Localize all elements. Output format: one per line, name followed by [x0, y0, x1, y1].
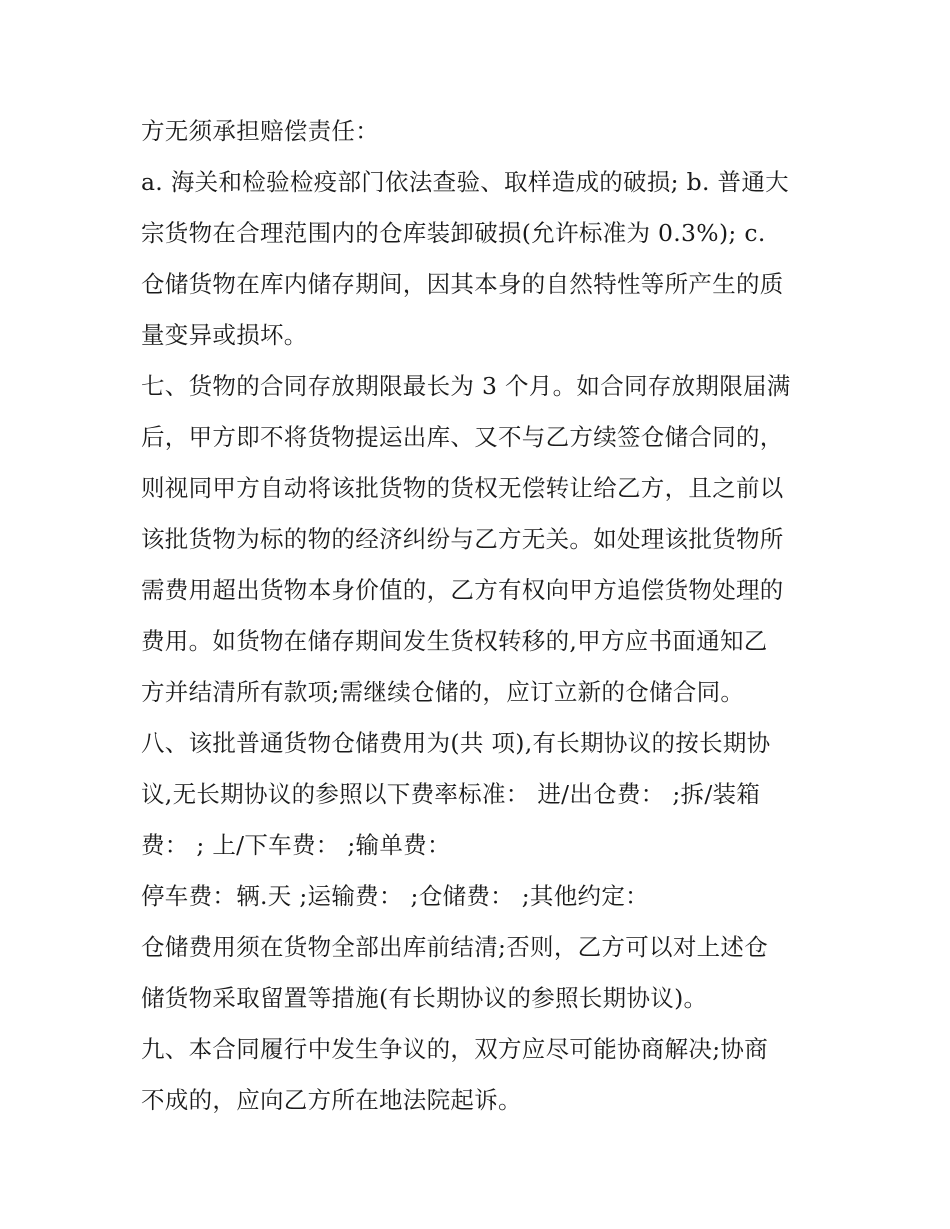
text-line: 仓储货物在库内储存期间，因其本身的自然特性等所产生的质	[141, 270, 784, 298]
text-line: 不成的，应向乙方所在地法院起诉。	[141, 1086, 522, 1114]
text-line: 议,无长期协议的参照以下费率标准： 进/出仓费： ;拆/装箱	[141, 780, 761, 808]
text-line: 停车费：辆.天 ;运输费： ;仓储费： ;其他约定：	[141, 882, 649, 910]
text-line: 该批货物为标的物的经济纠纷与乙方无关。如处理该批货物所	[141, 525, 784, 553]
text-line: 方并结清所有款项;需继续仓储的，应订立新的仓储合同。	[141, 678, 745, 706]
text-line: 储货物采取留置等措施(有长期协议的参照长期协议)。	[141, 984, 708, 1012]
text-line: 八、该批普通货物仓储费用为(共 项),有长期协议的按长期协	[141, 729, 771, 757]
text-line: 九、本合同履行中发生争议的，双方应尽可能协商解决;协商	[141, 1035, 769, 1063]
text-line: 则视同甲方自动将该批货物的货权无偿转让给乙方，且之前以	[141, 474, 784, 502]
text-line: 需费用超出货物本身价值的，乙方有权向甲方追偿货物处理的	[141, 576, 784, 604]
contract-text	[141, 106, 821, 1126]
text-line: 量变异或损坏。	[141, 321, 308, 349]
text-line: 七、货物的合同存放期限最长为 3 个月。如合同存放期限届满	[141, 372, 791, 400]
text-line: a. 海关和检验检疫部门依法查验、取样造成的破损; b. 普通大	[141, 168, 789, 196]
text-line: 仓储费用须在货物全部出库前结清;否则，乙方可以对上述仓	[141, 933, 769, 961]
text-line: 宗货物在合理范围内的仓库装卸破损(允许标准为 0.3%); c.	[141, 219, 766, 247]
text-line: 费用。如货物在储存期间发生货权转移的,甲方应书面通知乙	[141, 627, 768, 655]
text-line: 费： ; 上/下车费： ;输单费：	[141, 831, 451, 859]
text-line: 后，甲方即不将货物提运出库、又不与乙方续签仓储合同的，	[141, 423, 784, 451]
text-line: 方无须承担赔偿责任：	[141, 117, 379, 145]
